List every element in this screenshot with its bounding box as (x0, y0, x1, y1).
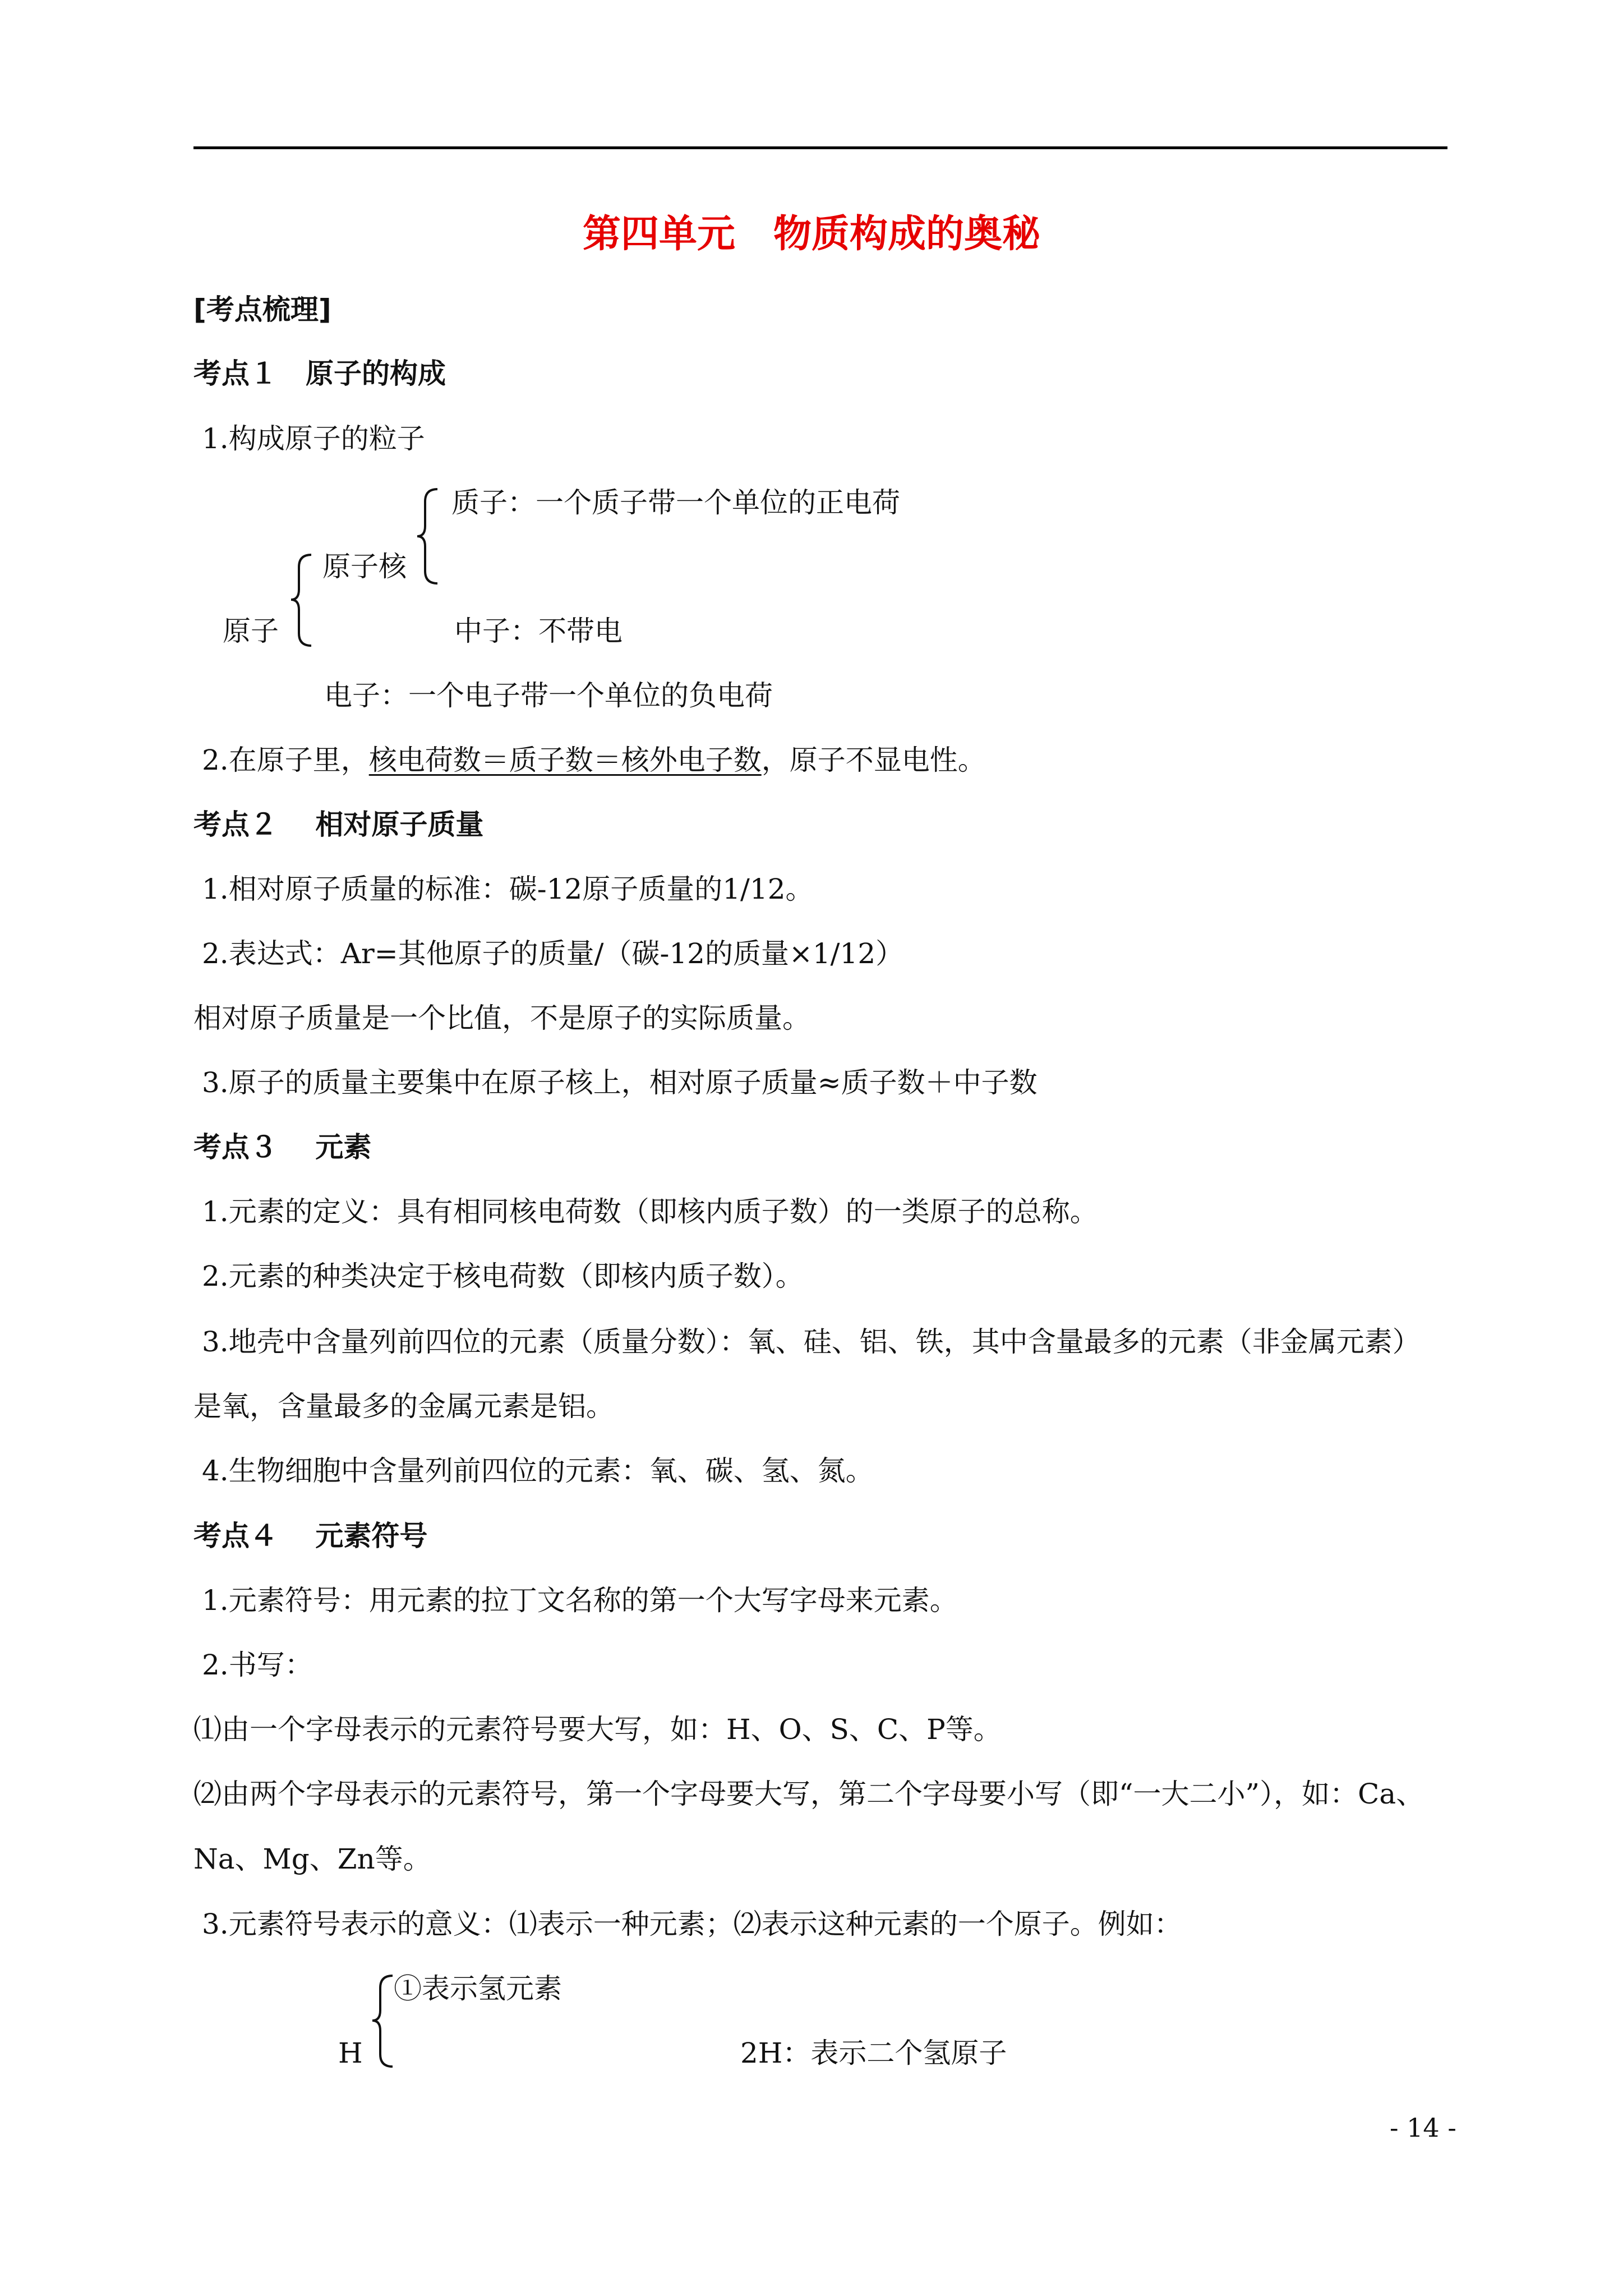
kaodian4-item2: 2.书写： (202, 1649, 313, 1681)
kaodian1-item2-pre: 2.在原子里， (202, 744, 369, 776)
diagram-electron: 电子：一个电子带一个单位的负电荷 (324, 679, 773, 712)
kaodian2-note: 相对原子质量是一个比值，不是原子的实际质量。 (193, 1002, 810, 1034)
kaodian2-item3: 3.原子的质量主要集中在原子核上，相对原子质量≈质子数＋中子数 (202, 1066, 1038, 1099)
kaodian2-item2: 2.表达式：Ar=其他原子的质量/（碳-12的质量×1/12） (202, 937, 904, 970)
kaodian4-item1: 1.元素符号：用元素的拉丁文名称的第一个大写字母来元素。 (202, 1584, 958, 1617)
kaodian3-item4: 4.生物细胞中含量列前四位的元素：氧、碳、氢、氮。 (202, 1455, 874, 1487)
kaodian4-sub2-line1: ⑵由两个字母表示的元素符号，第一个字母要大写，第二个字母要小写（即“一大二小”），如：Ca、 (193, 1778, 1424, 1810)
diagram-nucleus: 原子核 (322, 550, 407, 583)
page-number: - 14 - (1390, 2113, 1456, 2143)
kaodian1-item2-post: ，原子不显电性。 (761, 744, 986, 776)
kaodian4-heading: 考点４ 元素符号 (193, 1520, 428, 1552)
kaodian1-item2 (202, 743, 986, 777)
kaodian2-item1: 1.相对原子质量的标准：碳-12原子质量的1/12。 (202, 873, 814, 905)
diagram-proton: 质子：一个质子带一个单位的正电荷 (451, 486, 900, 519)
kaodian3-item3-line2: 是氧，含量最多的金属元素是铝。 (193, 1390, 614, 1423)
kaodian3-heading: 考点３ 元素 (193, 1131, 372, 1163)
atom-brace (289, 553, 317, 648)
nucleus-brace (415, 487, 443, 585)
diagram-atom: 原子 (223, 615, 279, 647)
example-symbol: H (338, 2037, 363, 2069)
kaodian3-item2: 2.元素的种类决定于核电荷数（即核内质子数）。 (202, 1260, 804, 1292)
example-2h: 2H：表示二个氢原子 (740, 2037, 1007, 2069)
kaodian1-item2-underlined: 核电荷数＝质子数＝核外电子数 (368, 744, 762, 776)
kaodian2-heading: 考点２ 相对原子质量 (193, 808, 484, 841)
kaodian4-sub2-line2: Na、Mg、Zn等。 (193, 1843, 431, 1875)
header-rule (193, 146, 1447, 149)
kaodian4-item3: 3.元素符号表示的意义：⑴表示一种元素；⑵表示这种元素的一个原子。例如： (202, 1908, 1182, 1940)
example-meaning1: ①表示氢元素 (394, 1972, 562, 2005)
kaodian1-heading: 考点１ 原子的构成 (193, 357, 446, 390)
kaodian3-item3-line1: 3.地壳中含量列前四位的元素（质量分数）：氧、硅、铝、铁，其中含量最多的元素（非金属元素） (202, 1326, 1421, 1358)
kaodian3-item1: 1.元素的定义：具有相同核电荷数（即核内质子数）的一类原子的总称。 (202, 1195, 1098, 1228)
kaodian1-item1: 1.构成原子的粒子 (202, 422, 425, 455)
page-title: 第四单元 物质构成的奥秘 (582, 212, 1040, 256)
section-heading: [考点梳理] (193, 293, 331, 326)
diagram-neutron: 中子：不带电 (454, 615, 623, 647)
kaodian4-sub1: ⑴由一个字母表示的元素符号要大写，如：H、O、S、C、P等。 (193, 1713, 1002, 1746)
